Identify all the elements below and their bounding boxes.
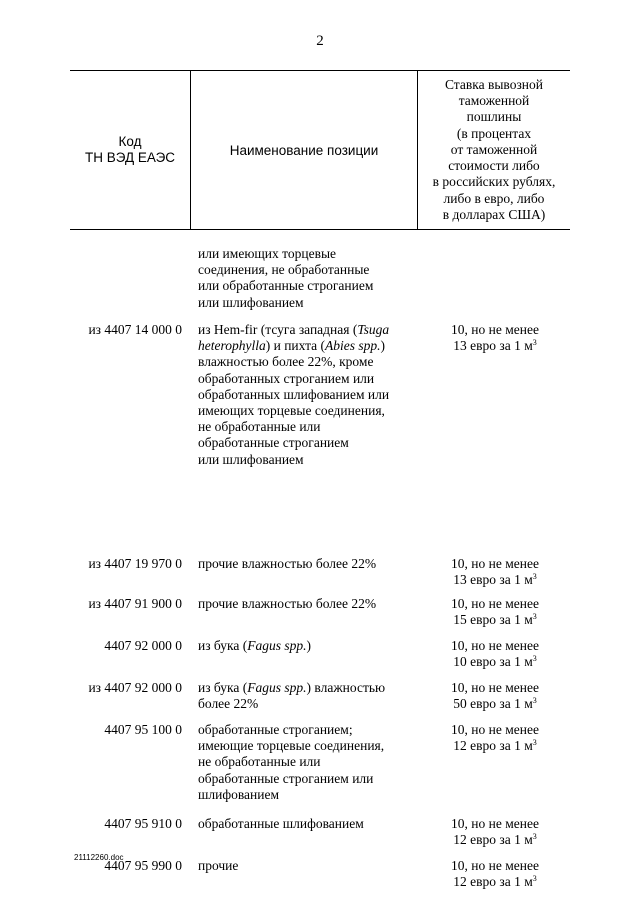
name-segment: из Hem-fir (тсуга западная ( [198, 322, 358, 337]
rate-cell [420, 638, 570, 670]
name-cell [198, 246, 418, 311]
rate-line [420, 612, 570, 628]
header-rate-line: пошлины [466, 109, 522, 125]
code-cell: 4407 95 100 0 [104, 722, 182, 737]
header-rate [418, 71, 570, 229]
name-line [198, 338, 418, 354]
name-segment: обработанных шлифованием или [198, 386, 390, 402]
rate-amount: 13 евро за 1 м [453, 572, 533, 588]
rate-line: 10, но не менее [451, 816, 539, 831]
rate-amount: 13 евро за 1 м [453, 338, 533, 354]
rate-cell [420, 858, 570, 890]
header-code-line: Код [118, 134, 142, 149]
code-cell: из 4407 19 970 0 [88, 556, 182, 571]
rate-line: 10, но не менее [451, 680, 539, 695]
name-segment: прочие влажностью более 22% [198, 596, 377, 611]
name-cell [198, 322, 418, 468]
name-line [198, 435, 418, 451]
header-rate-line: Ставка вывозной [444, 77, 543, 93]
name-segment: ) влажностью [306, 680, 386, 695]
header-code-line: ТН ВЭД ЕАЭС [84, 150, 176, 165]
name-line [198, 754, 418, 770]
name-segment: обработанные строганием; [198, 722, 353, 737]
name-italic-segment: heterophylla [198, 338, 266, 354]
name-segment: шлифованием [198, 786, 280, 802]
name-line [198, 452, 418, 468]
name-line [198, 816, 418, 832]
header-rate-line: (в процентах [456, 125, 532, 141]
rate-line [420, 832, 570, 848]
name-segment: влажностью более 22%, кроме [198, 354, 374, 370]
name-line [198, 638, 418, 654]
rate-cell [420, 816, 570, 848]
name-segment: не обработанные или [198, 754, 321, 770]
name-cell [198, 556, 418, 572]
rate-line: 10, но не менее [451, 858, 539, 873]
header-rate-line: либо в евро, либо [443, 190, 545, 206]
rate-cell [420, 680, 570, 712]
name-segment: прочие [198, 858, 239, 873]
footer-filename: 21112260.doc [74, 853, 124, 862]
name-line [198, 596, 418, 612]
name-line [198, 354, 418, 370]
name-italic-segment: Tsuga [357, 322, 390, 337]
name-line [198, 858, 418, 874]
name-segment: обработанные шлифованием [198, 816, 364, 831]
rate-cell [420, 556, 570, 588]
name-italic-segment: Fagus spp. [247, 680, 307, 695]
rate-unit-superscript: 3 [532, 612, 537, 622]
header-rate-line: стоимости либо [448, 158, 540, 174]
code-cell: 4407 95 990 0 [104, 858, 182, 873]
name-cell [198, 680, 418, 712]
name-line: или шлифованием [198, 294, 304, 310]
header-name [191, 71, 418, 229]
rate-line [420, 874, 570, 890]
name-italic-segment: Abies spp. [325, 338, 381, 354]
name-line [198, 556, 418, 572]
name-cell [198, 858, 418, 874]
rate-cell [420, 722, 570, 754]
rate-unit-superscript: 3 [532, 654, 537, 664]
name-line: или имеющих торцевые [198, 246, 337, 261]
rate-line: 10, но не менее [451, 322, 539, 337]
rate-unit-superscript: 3 [532, 696, 537, 706]
code-cell: 4407 92 000 0 [104, 638, 182, 653]
rate-amount: 15 евро за 1 м [453, 612, 533, 628]
name-segment: более 22% [198, 696, 259, 712]
rate-unit-superscript: 3 [532, 738, 537, 748]
header-rate-line: в российских рублях, [432, 174, 556, 190]
name-segment: из бука ( [198, 680, 248, 695]
name-cell [198, 596, 418, 612]
header-rate-line: в долларах США) [442, 206, 546, 222]
header-name-text: Наименование позиции [229, 142, 379, 158]
name-segment: ) [380, 338, 385, 354]
rate-unit-superscript: 3 [532, 338, 537, 348]
name-cell [198, 816, 418, 832]
name-line [198, 403, 418, 419]
name-line [198, 680, 418, 696]
rate-amount: 12 евро за 1 м [453, 738, 533, 754]
name-segment: имеющие торцевые соединения, [198, 738, 385, 754]
name-segment: прочие влажностью более 22% [198, 556, 377, 571]
name-segment: обработанных строганием или [198, 370, 375, 386]
name-line [198, 787, 418, 803]
name-line [198, 771, 418, 787]
name-line: соединения, не обработанные [198, 262, 370, 278]
name-line [198, 722, 418, 738]
rate-line: 10, но не менее [451, 556, 539, 571]
page-number: 2 [316, 33, 324, 49]
rate-line [420, 338, 570, 354]
name-line [198, 738, 418, 754]
name-segment: обработанные строганием или [198, 770, 374, 786]
name-segment: ) [306, 638, 312, 653]
rate-line [420, 572, 570, 588]
header-code [70, 71, 191, 229]
code-cell: из 4407 14 000 0 [88, 322, 182, 337]
rate-unit-superscript: 3 [532, 572, 537, 582]
header-rate-line: от таможенной [450, 141, 538, 157]
name-line [198, 371, 418, 387]
rate-amount: 10 евро за 1 м [453, 654, 533, 670]
rate-amount: 12 евро за 1 м [453, 874, 533, 890]
name-line: или обработанные строганием [198, 278, 374, 294]
name-cell [198, 722, 418, 803]
code-cell: из 4407 92 000 0 [88, 680, 182, 695]
rate-line [420, 654, 570, 670]
table-header [70, 70, 570, 230]
rate-amount: 50 евро за 1 м [453, 696, 533, 712]
rate-cell [420, 322, 570, 354]
name-line [198, 322, 418, 338]
code-cell: из 4407 91 900 0 [88, 596, 182, 611]
name-segment: ) и пихта ( [265, 338, 325, 354]
code-cell: 4407 95 910 0 [104, 816, 182, 831]
name-line [198, 419, 418, 435]
rate-line: 10, но не менее [451, 596, 539, 611]
name-italic-segment: Fagus spp. [247, 638, 307, 653]
name-line [198, 696, 418, 712]
name-segment: не обработанные или [198, 419, 321, 435]
name-segment: из бука ( [198, 638, 248, 653]
name-segment: или шлифованием [198, 451, 304, 467]
rate-unit-superscript: 3 [532, 874, 537, 884]
name-cell [198, 638, 418, 654]
rate-amount: 12 евро за 1 м [453, 832, 533, 848]
name-segment: обработанные строганием [198, 435, 349, 451]
header-rate-line: таможенной [458, 93, 530, 109]
rate-unit-superscript: 3 [532, 832, 537, 842]
name-segment: имеющих торцевые соединения, [198, 403, 385, 419]
name-line [198, 387, 418, 403]
rate-cell [420, 596, 570, 628]
rate-line [420, 696, 570, 712]
rate-line: 10, но не менее [451, 638, 539, 653]
rate-line: 10, но не менее [451, 722, 539, 737]
rate-line [420, 738, 570, 754]
